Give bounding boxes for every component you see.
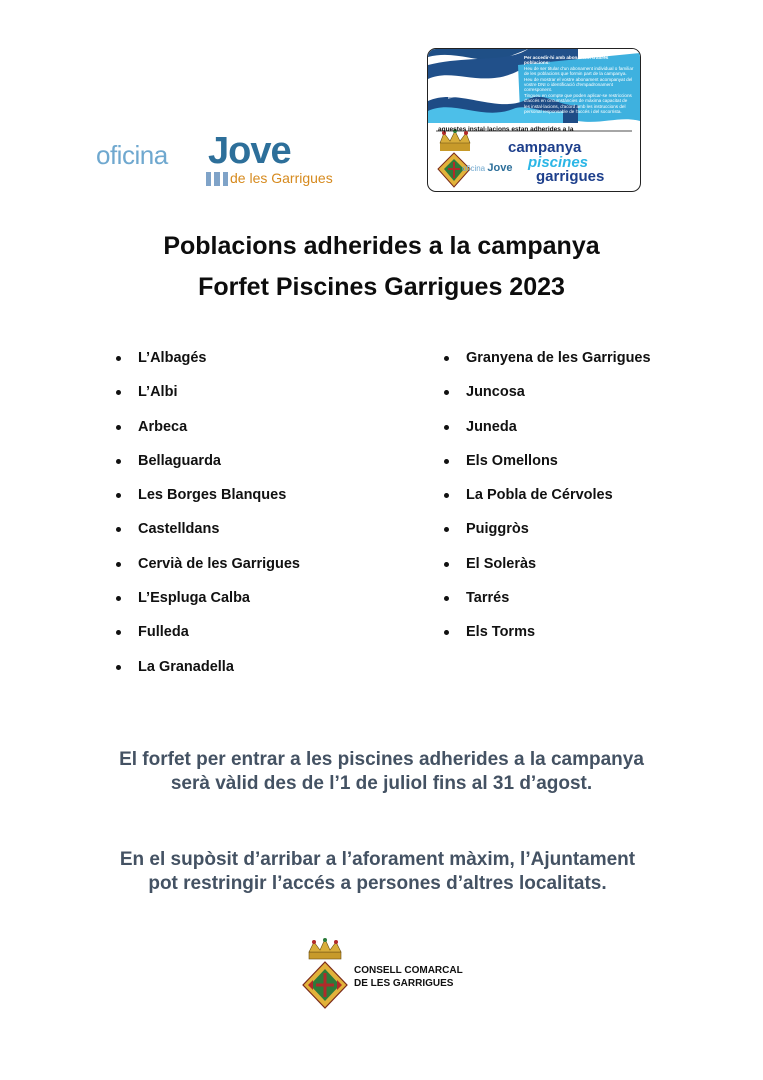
list-item	[444, 556, 651, 590]
bullet-icon	[444, 596, 449, 601]
oficina-jove-logo	[96, 130, 336, 192]
capacity-line-1: En el supòsit d’arribar a l’aforament màxim, l’Ajuntament	[119, 849, 636, 870]
capacity-line-2: pot restringir l’accés a persones d’altres localitats.	[148, 873, 607, 894]
bullet-icon	[116, 527, 121, 532]
bullet-icon	[116, 425, 121, 430]
town-name: Cervià de les Garrigues	[138, 555, 300, 572]
list-item	[116, 659, 300, 693]
bullet-icon	[116, 562, 121, 567]
campaign-word-piscines: piscines	[528, 154, 589, 171]
list-item	[116, 419, 300, 453]
towns-list-right	[444, 350, 651, 659]
list-item	[116, 590, 300, 624]
mini-oficina-jove-logo	[462, 162, 512, 174]
list-item	[444, 624, 651, 658]
town-name: Fulleda	[138, 624, 189, 641]
list-item	[444, 419, 651, 453]
coat-of-arms-icon	[302, 938, 348, 1010]
bullet-icon	[444, 493, 449, 498]
bullet-icon	[116, 493, 121, 498]
mini-logo-oficina: oficina	[462, 164, 486, 173]
info-line-2: Heu de mostrar el vostre abonament acompanyat del vostre DNI o identificació d'empadronament corresponent.	[524, 76, 633, 93]
campaign-word-garrigues: garrigues	[536, 168, 605, 185]
list-item	[116, 624, 300, 658]
logo-bars-icon	[206, 172, 228, 186]
bullet-icon	[444, 356, 449, 361]
bullet-icon	[444, 630, 449, 635]
list-item	[116, 453, 300, 487]
consell-comarcal-text	[354, 964, 463, 990]
logo-word-oficina: oficina	[96, 140, 168, 170]
validity-line-2: serà vàlid des de l’1 de juliol fins al 31 d’agost.	[170, 773, 593, 794]
info-line-3: Tingueu en compte que poden aplicar-se restriccions d'accés en circumstàncies de màxima capacitat de les instal·lacions, d'acord amb les instruccions del personal responsable de l'accés i del socorrista.	[524, 92, 632, 115]
town-name: Juncosa	[466, 384, 525, 401]
town-name: Castelldans	[138, 521, 220, 538]
bullet-icon	[444, 390, 449, 395]
town-name: El Soleràs	[466, 555, 537, 572]
town-name: Arbeca	[138, 418, 188, 435]
bullet-icon	[116, 459, 121, 464]
validity-notice	[0, 748, 763, 796]
bullet-icon	[444, 425, 449, 430]
bullet-icon	[444, 459, 449, 464]
campaign-info-text	[524, 55, 634, 114]
bullet-icon	[116, 630, 121, 635]
campaign-card	[427, 48, 641, 192]
bullet-icon	[444, 562, 449, 567]
consell-line-1: CONSELL COMARCAL	[354, 965, 463, 976]
consell-line-2: DE LES GARRIGUES	[354, 978, 454, 989]
info-line-1: Heu de ser titular d'un abonament individual o familiar de les poblacions que formin part de la campanya.	[524, 65, 634, 77]
list-item	[444, 350, 651, 384]
town-name: L’Albi	[138, 384, 178, 401]
towns-list-left	[116, 350, 300, 693]
consell-comarcal-logo	[302, 938, 482, 1010]
validity-line-1: El forfet per entrar a les piscines adherides a la campanya	[119, 749, 644, 770]
bullet-icon	[116, 665, 121, 670]
capacity-notice	[0, 848, 759, 896]
bullet-icon	[116, 390, 121, 395]
page-title-line-2: Forfet Piscines Garrigues 2023	[198, 273, 565, 301]
list-item	[444, 453, 651, 487]
bullet-icon	[116, 356, 121, 361]
logo-word-jove: Jove	[208, 130, 291, 172]
page-title-line-1: Poblacions adherides a la campanya	[163, 232, 600, 260]
list-item	[444, 590, 651, 624]
logo-subtitle: de les Garrigues	[230, 170, 333, 186]
campaign-word-campanya: campanya	[508, 139, 582, 156]
town-name: Granyena de les Garrigues	[466, 350, 651, 366]
list-item	[444, 487, 651, 521]
town-name: La Granadella	[138, 658, 234, 675]
list-item	[116, 487, 300, 521]
town-name: Juneda	[466, 418, 517, 435]
town-name: L’Espluga Calba	[138, 590, 250, 607]
town-name: Puiggròs	[466, 521, 529, 538]
bullet-icon	[116, 596, 121, 601]
list-item	[116, 521, 300, 555]
town-name: La Pobla de Cérvoles	[466, 487, 613, 504]
adherides-line: aquestes instal·lacions estan adherides a la	[438, 126, 574, 133]
town-name: Bellaguarda	[138, 452, 221, 469]
town-name: Els Omellons	[466, 452, 558, 469]
list-item	[444, 521, 651, 555]
town-name: Els Torms	[466, 624, 536, 641]
list-item	[444, 384, 651, 418]
list-item	[116, 556, 300, 590]
town-name: Tarrés	[466, 590, 510, 607]
mini-logo-jove: Jove	[487, 162, 513, 174]
bullet-icon	[444, 527, 449, 532]
list-item	[116, 350, 300, 384]
town-name: Les Borges Blanques	[138, 487, 287, 504]
list-item	[116, 384, 300, 418]
info-heading: Per accedir-hi amb abonament d'altres poblacions:	[524, 55, 609, 66]
town-name: L’Albagés	[138, 350, 207, 366]
